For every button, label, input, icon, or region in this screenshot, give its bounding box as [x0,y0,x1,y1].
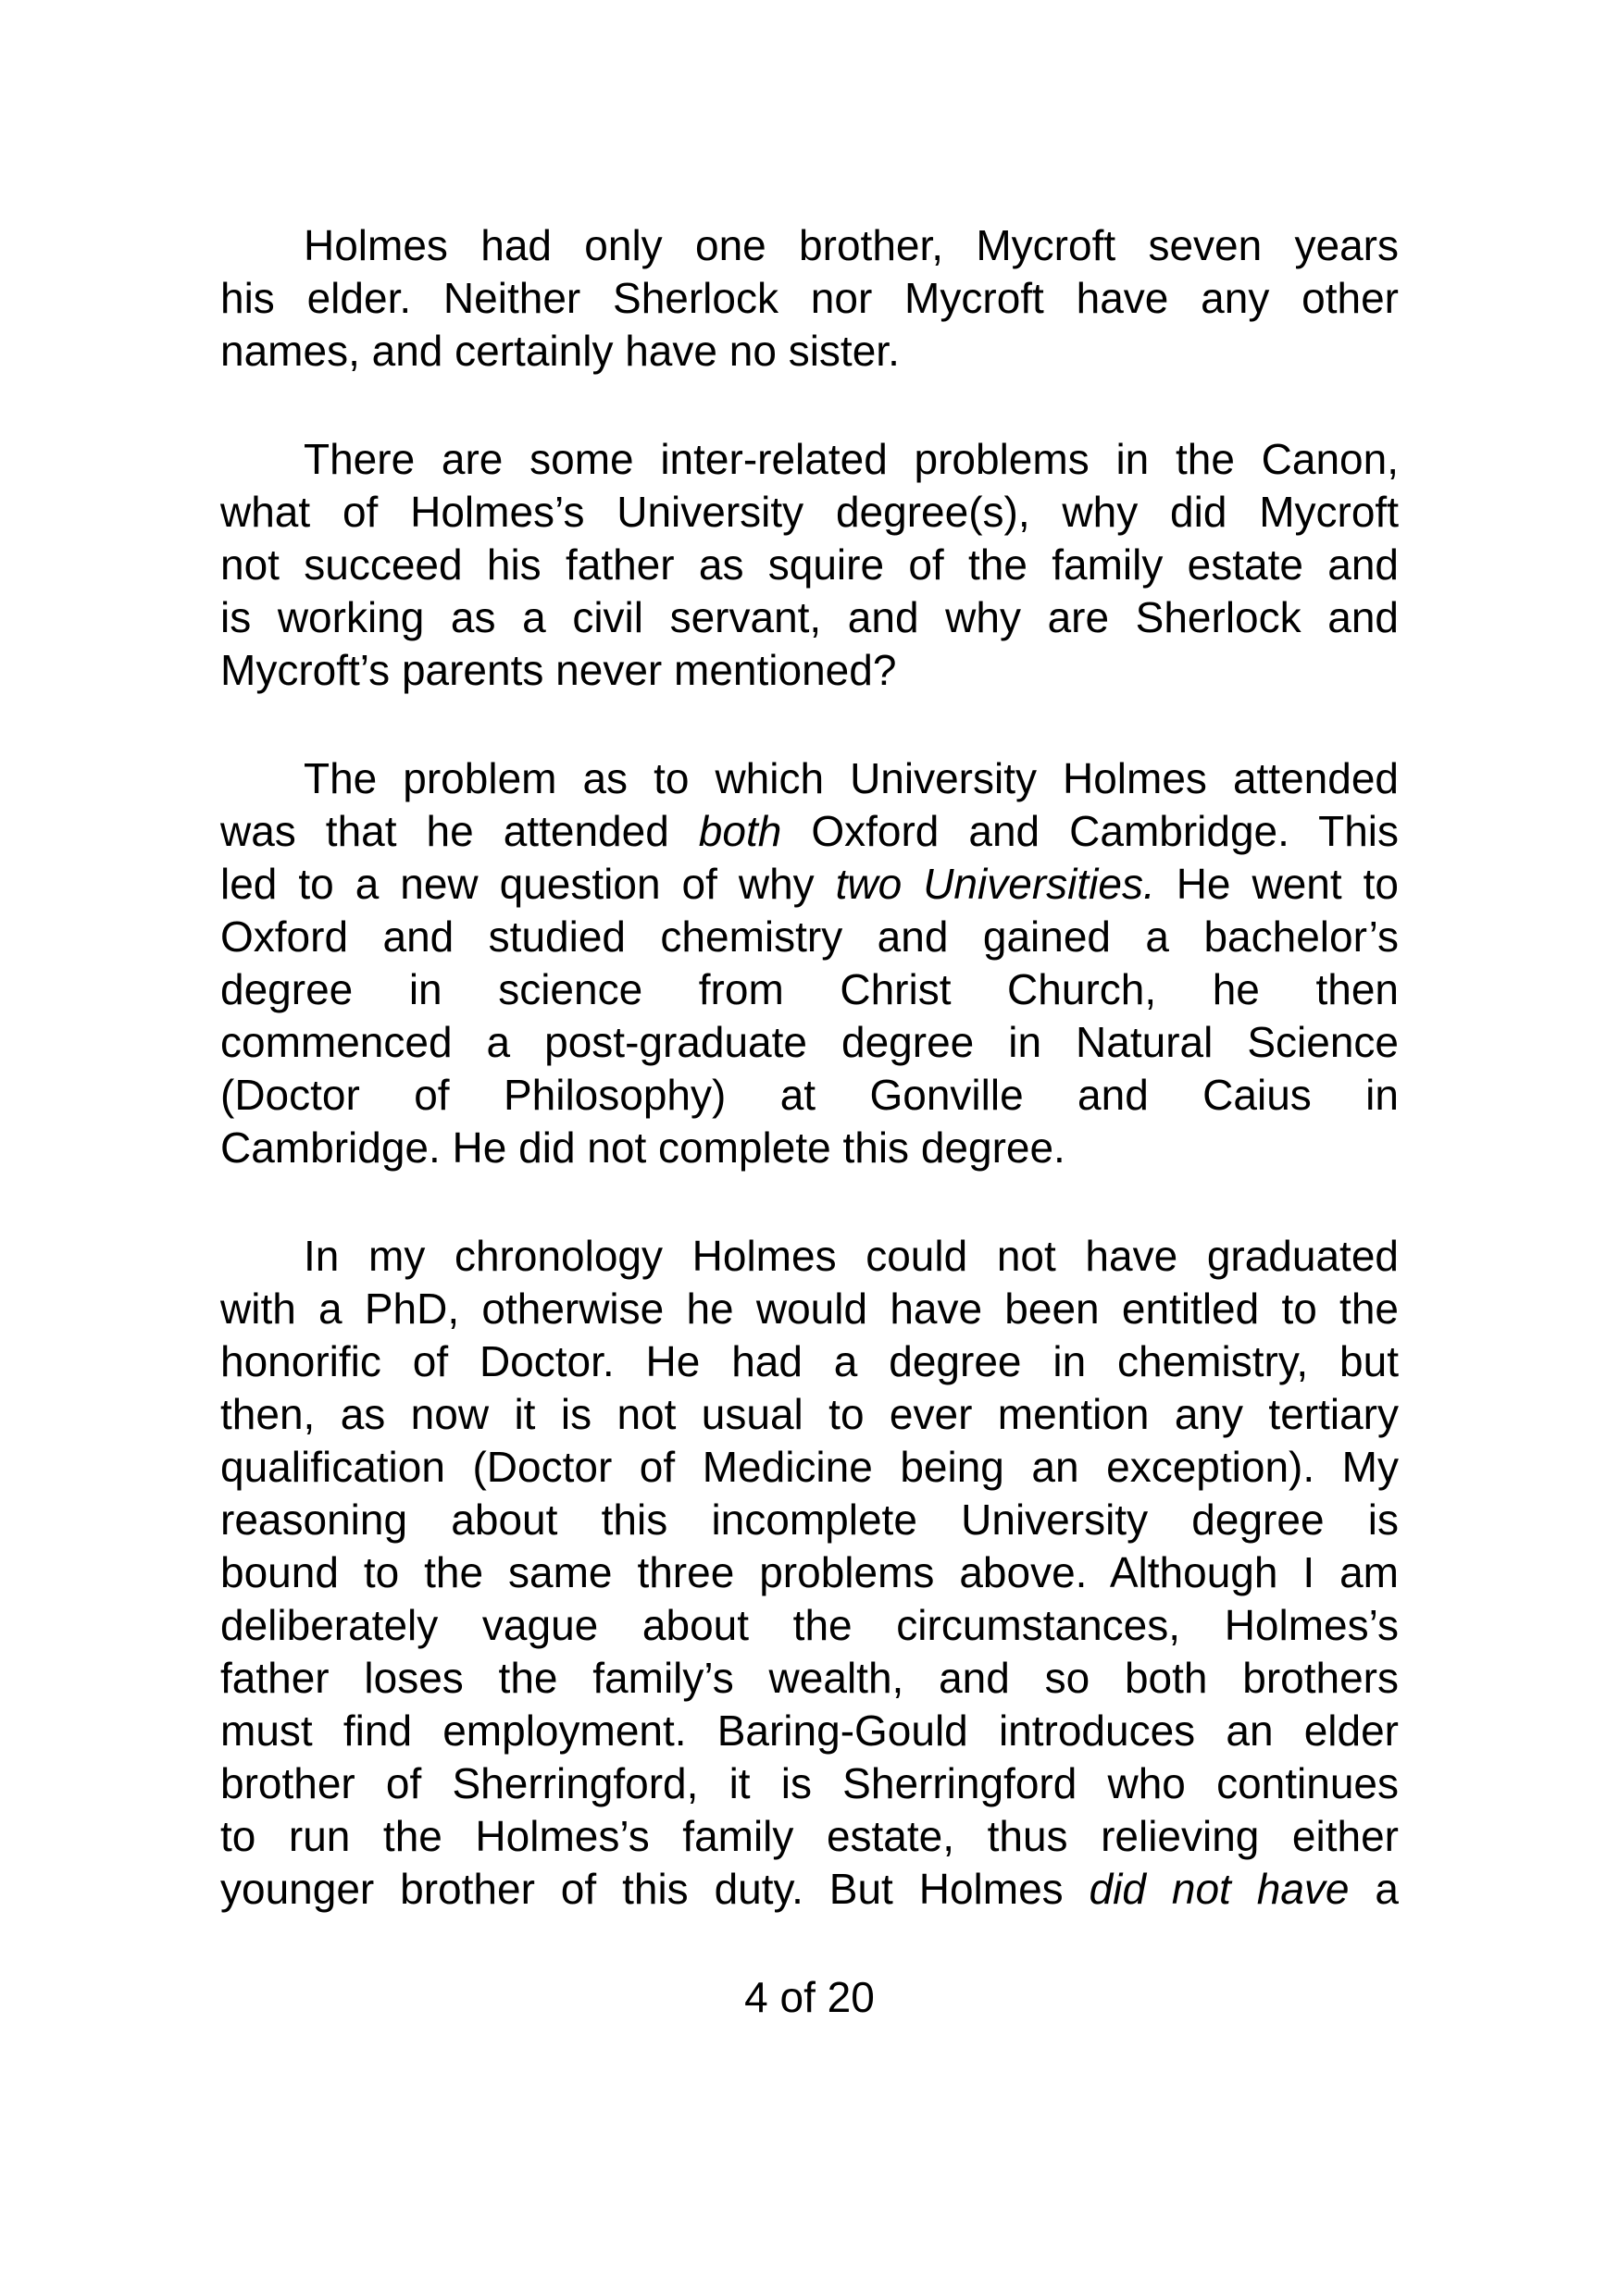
text-line [220,1546,1399,1599]
paragraphs-container [220,219,1399,1916]
text-line [220,1599,1399,1652]
text-segment: Oxford and studied chemistry and gained a bachelor’s [220,912,1399,961]
text-segment: is working as a civil servant, and why are Sherlock and [220,593,1399,641]
text-line [220,325,1399,378]
text-segment: brother of Sherringford, it is Sherringford who continues [220,1759,1399,1807]
paragraph [220,433,1399,697]
text-segment: Oxford and Cambridge. This [781,807,1399,855]
text-segment: reasoning about this incomplete University degree is [220,1496,1399,1544]
text-line [220,805,1399,858]
text-segment: what of Holmes’s University degree(s), why did Mycroft [220,488,1399,536]
text-segment: He went to [1154,860,1399,908]
paragraph [220,219,1399,378]
text-line [220,1016,1399,1069]
italic-text-segment: both [698,807,782,855]
text-segment: to run the Holmes’s family estate, thus relieving either [220,1812,1399,1860]
text-line [220,1757,1399,1810]
text-segment: There are some inter-related problems in the Canon, [304,435,1399,483]
text-line [220,1388,1399,1441]
text-segment: father loses the family’s wealth, and so both brothers [220,1654,1399,1702]
text-segment: must find employment. Baring-Gould introduces an elder [220,1706,1399,1755]
text-segment: In my chronology Holmes could not have graduated [304,1232,1399,1280]
text-segment: deliberately vague about the circumstances, Holmes’s [220,1601,1399,1649]
text-line [220,1652,1399,1705]
text-segment: was that he attended [220,807,699,855]
text-line [220,486,1399,539]
text-segment: honorific of Doctor. He had a degree in chemistry, but [220,1337,1399,1385]
text-segment: names, and certainly have no sister. [220,327,900,375]
text-segment: Mycroft’s parents never mentioned? [220,646,897,694]
text-segment: degree in science from Christ Church, he then [220,965,1399,1013]
text-segment: Cambridge. He did not complete this degree. [220,1123,1065,1172]
text-segment: his elder. Neither Sherlock nor Mycroft have any other [220,274,1399,322]
text-line [220,858,1399,911]
text-line [220,644,1399,697]
text-segment: led to a new question of why [220,860,836,908]
text-line [220,539,1399,591]
text-segment: qualification (Doctor of Medicine being an exception). My [220,1443,1399,1491]
text-segment: then, as now it is not usual to ever mention any tertiary [220,1390,1399,1438]
text-line [220,591,1399,644]
text-line [220,1863,1399,1916]
paragraph [220,752,1399,1174]
text-line [220,1810,1399,1863]
text-segment: a [1349,1865,1399,1913]
text-segment: younger brother of this duty. But Holmes [220,1865,1090,1913]
text-line [220,752,1399,805]
text-segment: bound to the same three problems above. Although I am [220,1548,1399,1596]
text-line [220,1494,1399,1546]
text-line [220,911,1399,963]
page-number: 4 of 20 [744,1973,875,2021]
text-segment: The problem as to which University Holmes attended [304,754,1399,802]
text-line [220,1705,1399,1757]
text-line [220,963,1399,1016]
paragraph [220,1230,1399,1916]
text-line [220,433,1399,486]
text-segment: (Doctor of Philosophy) at Gonville and Caius in [220,1071,1399,1119]
text-segment: Holmes had only one brother, Mycroft seven years [304,221,1399,269]
text-line [220,219,1399,272]
text-line [220,1441,1399,1494]
text-segment: with a PhD, otherwise he would have been entitled to the [220,1285,1399,1333]
text-segment: not succeed his father as squire of the family estate and [220,540,1399,589]
text-segment: commenced a post-graduate degree in Natural Science [220,1018,1399,1066]
text-line [220,1283,1399,1335]
italic-text-segment: two Universities. [835,860,1155,908]
text-line [220,1230,1399,1283]
document-body [220,219,1399,2024]
text-line [220,1335,1399,1388]
text-line [220,1122,1399,1174]
text-line [220,1069,1399,1122]
text-line [220,272,1399,325]
italic-text-segment: did not have [1089,1865,1350,1913]
